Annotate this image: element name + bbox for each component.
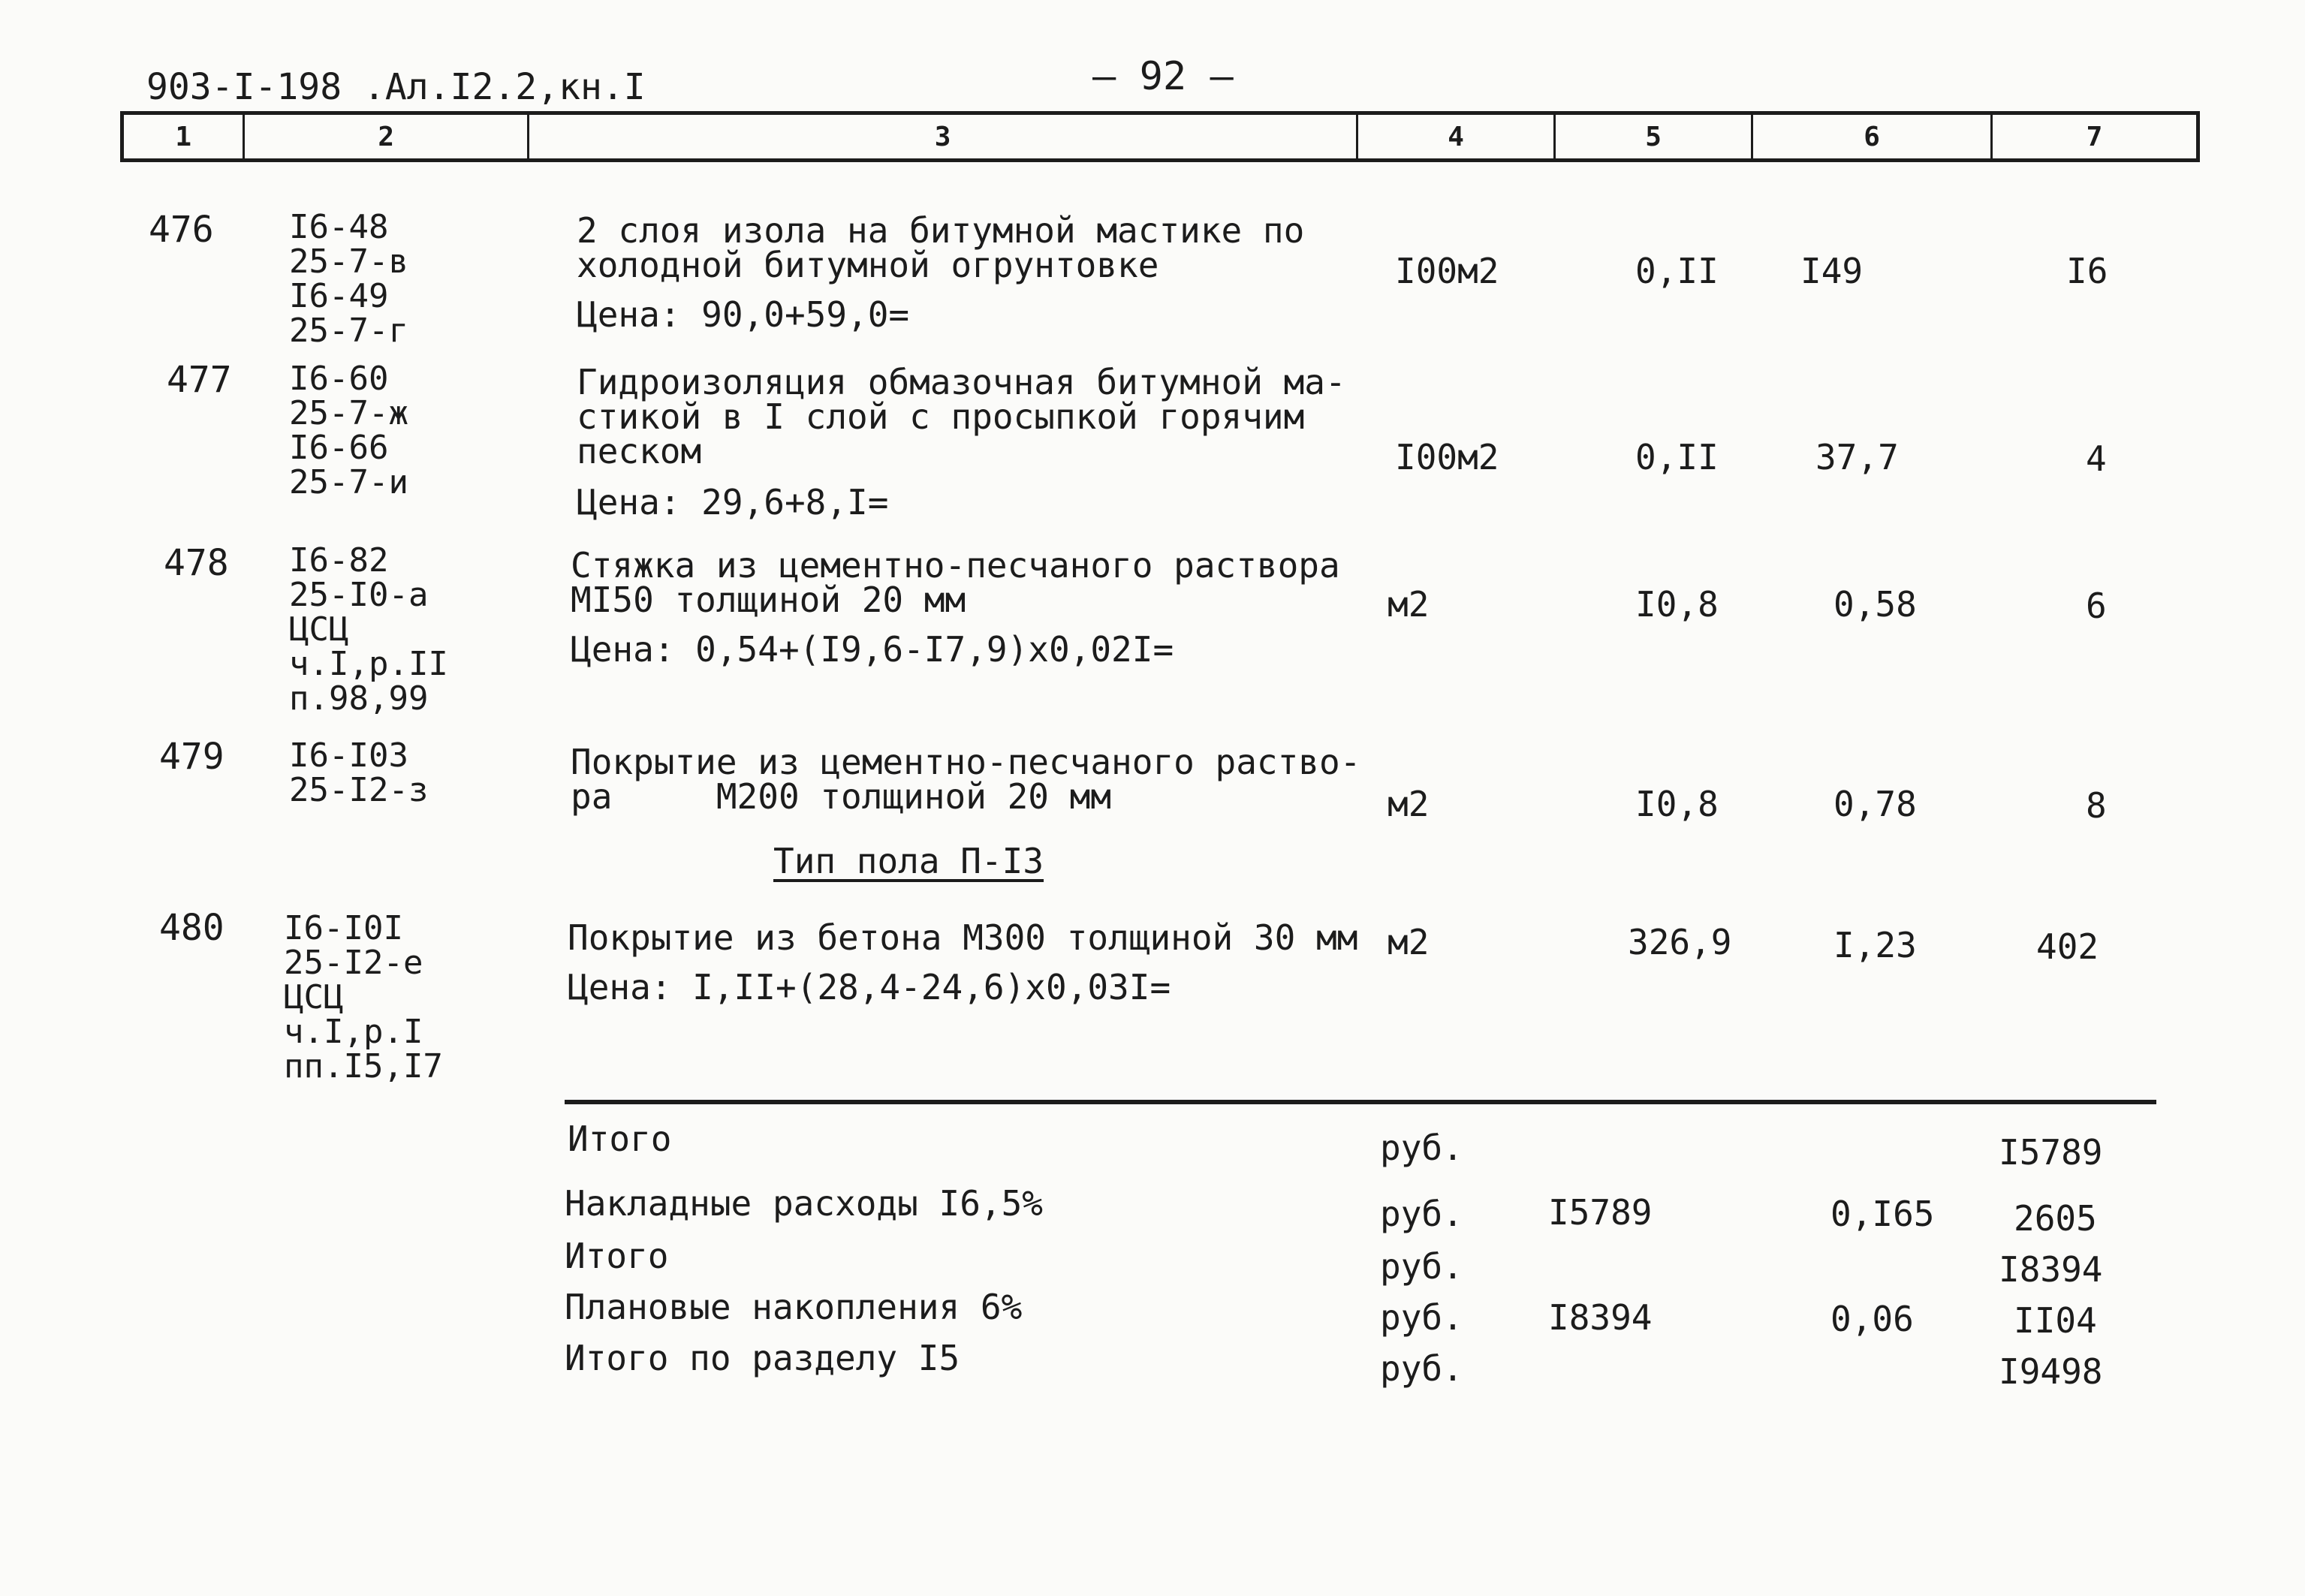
summary-label: Итого	[565, 1236, 669, 1276]
code-line: 25-7-ж	[289, 394, 408, 432]
row-codes	[289, 541, 448, 718]
row-quantity: 326,9	[1628, 922, 1732, 962]
description-line: холодной битумной огрунтовке	[577, 245, 1159, 285]
row-total: 8	[2086, 785, 2107, 826]
row-number: 478	[164, 542, 229, 584]
description-line: Покрытие из цементно-песчаного раство-	[571, 742, 1361, 782]
summary-unit: руб.	[1380, 1348, 1463, 1389]
document-code: 903-I-198 .Ал.I2.2,кн.I	[146, 66, 646, 108]
row-description	[571, 545, 1340, 620]
row-unit: I00м2	[1395, 437, 1499, 477]
row-quantity: I0,8	[1635, 584, 1719, 625]
code-line: ч.I,р.II	[289, 645, 448, 683]
column-header-7: 7	[2086, 121, 2103, 152]
summary-label: Накладные расходы I6,5%	[565, 1183, 1043, 1224]
row-price-formula: Цена: 29,6+8,I=	[577, 482, 889, 522]
code-line: I6-82	[289, 541, 389, 580]
row-unit: м2	[1388, 584, 1430, 625]
row-total: 4	[2086, 438, 2107, 479]
row-quantity: I0,8	[1635, 784, 1719, 824]
row-rate: 37,7	[1815, 437, 1899, 477]
description-line: Покрытие из бетона М300 толщиной 30 мм	[568, 917, 1358, 958]
row-rate: 0,58	[1833, 584, 1917, 625]
row-unit: I00м2	[1395, 251, 1499, 291]
row-description	[577, 210, 1305, 285]
row-total: 6	[2086, 586, 2107, 626]
code-line: I6-49	[289, 277, 389, 315]
description-line: стикой в I слой с просыпкой горячим	[577, 396, 1305, 437]
code-line: 25-7-в	[289, 242, 408, 281]
row-total: I6	[2066, 251, 2108, 291]
summary-label: Итого	[568, 1119, 672, 1159]
row-codes	[289, 362, 408, 500]
summary-label: Плановые накопления 6%	[565, 1287, 1023, 1327]
summary-unit: руб.	[1380, 1246, 1463, 1287]
row-number: 479	[159, 736, 224, 778]
row-quantity: 0,II	[1635, 251, 1719, 291]
summary-unit: руб.	[1380, 1297, 1463, 1338]
code-line: I6-66	[289, 429, 389, 467]
summary-label: Итого по разделу I5	[565, 1338, 960, 1378]
row-number: 477	[167, 359, 232, 401]
row-codes	[284, 911, 443, 1084]
summary-base: I5789	[1548, 1192, 1653, 1233]
code-line: 25-I0-а	[289, 576, 429, 614]
summary-unit: руб.	[1380, 1194, 1463, 1234]
code-line: 25-I2-з	[289, 771, 429, 809]
row-price-formula: Цена: 0,54+(I9,6-I7,9)х0,02I=	[571, 629, 1174, 670]
row-number: 476	[149, 209, 214, 251]
summary-total: I8394	[1999, 1249, 2103, 1290]
description-line: 2 слоя изола на битумной мастике по	[577, 210, 1305, 251]
row-rate: 0,78	[1833, 784, 1917, 824]
code-line: 25-I2-е	[284, 944, 423, 982]
description-line: Гидроизоляция обмазочная битумной ма-	[577, 362, 1346, 402]
code-line: п.98,99	[289, 679, 429, 718]
row-description	[571, 742, 1361, 817]
code-line: 25-7-г	[289, 312, 408, 350]
code-line: I6-I03	[289, 736, 408, 775]
description-line: Стяжка из цементно-песчаного раствора	[571, 545, 1340, 586]
row-number: 480	[159, 907, 224, 949]
row-price-formula: Цена: 90,0+59,0=	[577, 294, 910, 335]
code-line: I6-60	[289, 360, 389, 398]
summary-unit: руб.	[1380, 1128, 1463, 1168]
summary-base: I8394	[1548, 1297, 1653, 1338]
code-line: I6-48	[289, 208, 389, 246]
section-title: Тип пола П-I3	[773, 841, 1044, 881]
row-total: 402	[2036, 926, 2099, 967]
row-rate: I,23	[1833, 925, 1917, 965]
description-line: МI50 толщиной 20 мм	[571, 580, 966, 620]
summary-total: 2605	[2014, 1198, 2097, 1239]
summary-coefficient: 0,06	[1830, 1299, 1914, 1339]
summary-divider	[565, 1100, 2156, 1104]
summary-total: II04	[2014, 1300, 2097, 1341]
code-line: ЦСЦ	[284, 978, 344, 1016]
code-line: ЦСЦ	[289, 610, 349, 649]
row-unit: м2	[1388, 922, 1430, 962]
page-number: — 92 —	[1092, 54, 1234, 99]
summary-total: I9498	[1999, 1351, 2103, 1392]
code-line: пп.I5,I7	[284, 1047, 443, 1086]
column-header-2: 2	[245, 115, 529, 158]
row-description	[577, 362, 1346, 471]
row-codes	[289, 736, 429, 809]
column-header-row	[120, 111, 2200, 162]
column-header-3: 3	[529, 115, 1358, 158]
code-line: I6-I0I	[284, 909, 403, 947]
row-quantity: 0,II	[1635, 437, 1719, 477]
column-header-6: 6	[1753, 115, 1993, 158]
row-rate: I49	[1800, 251, 1864, 291]
row-codes	[289, 210, 408, 348]
summary-total: I5789	[1999, 1132, 2103, 1173]
summary-coefficient: 0,I65	[1830, 1194, 1935, 1234]
row-unit: м2	[1388, 784, 1430, 824]
row-price-formula: Цена: I,II+(28,4-24,6)х0,03I=	[568, 967, 1171, 1007]
row-description	[568, 917, 1358, 958]
code-line: 25-7-и	[289, 463, 408, 501]
column-header-4: 4	[1358, 115, 1556, 158]
description-line: ра М200 толщиной 20 мм	[571, 776, 1112, 817]
column-header-5: 5	[1556, 115, 1753, 158]
code-line: ч.I,р.I	[284, 1013, 423, 1051]
column-header-1: 1	[124, 115, 245, 158]
description-line: песком	[577, 431, 702, 471]
